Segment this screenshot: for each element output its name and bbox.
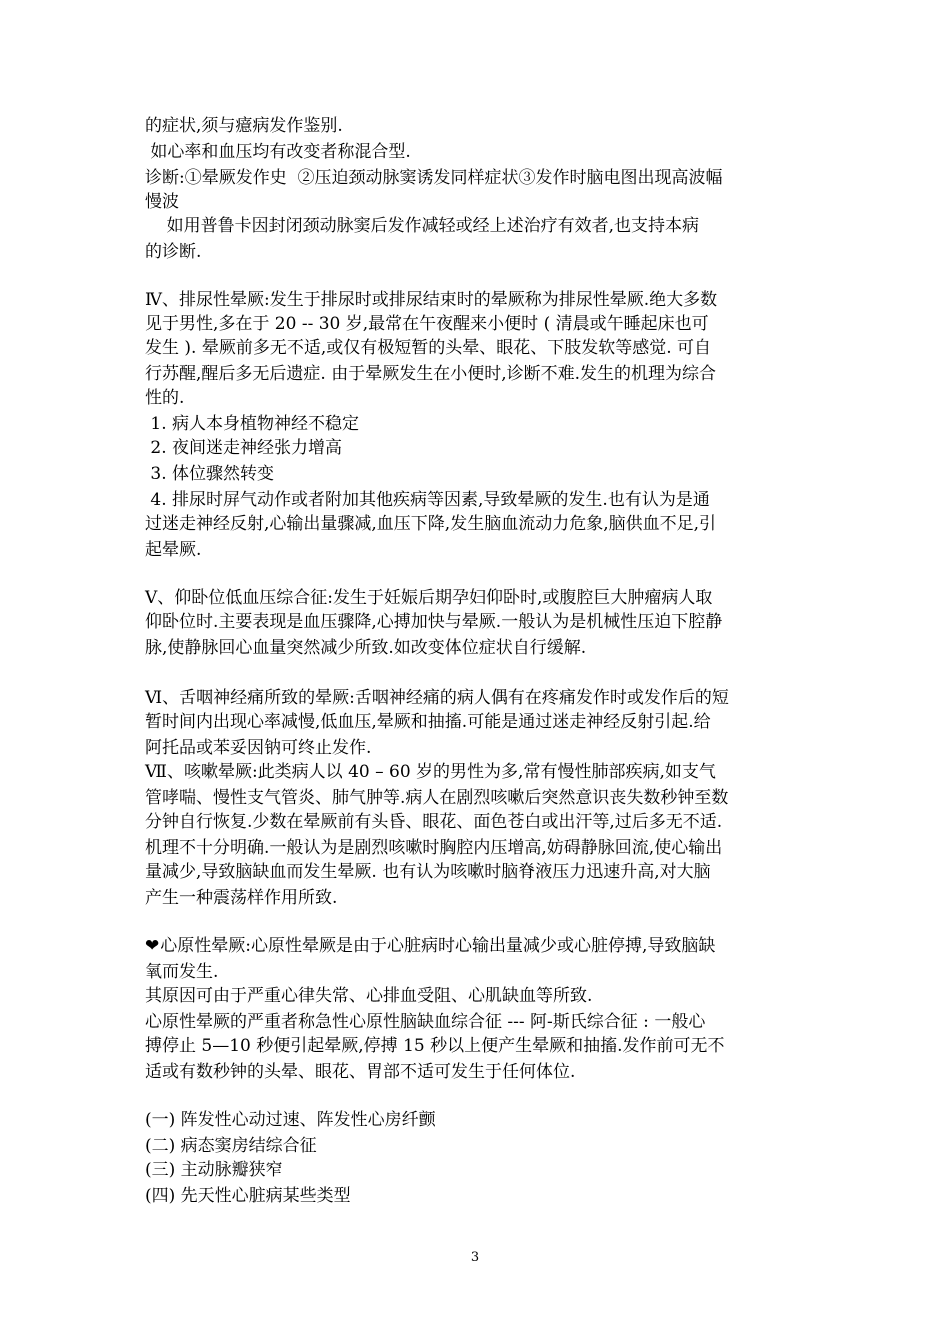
text-line: 量减少,导致脑缺血而发生晕厥. 也有认为咳嗽时脑脊液压力迅速升高,对大脑 [145, 862, 711, 882]
section-text: 心原性晕厥:心原性晕厥是由于心脏病时心输出量减少或心脏停搏,导致脑缺 [160, 936, 716, 956]
list-item: (四) 先天性心脏病某些类型 [145, 1186, 351, 1206]
text-line: 阿托品或苯妥因钠可终止发作. [145, 738, 372, 758]
text-line: 仰卧位时.主要表现是血压骤降,心搏加快与晕厥.一般认为是机械性压迫下腔静 [145, 612, 723, 632]
text-line: 过迷走神经反射,心输出量骤减,血压下降,发生脑血流动力危象,脑供血不足,引 [145, 514, 717, 534]
text-line: 产生一种震荡样作用所致. [145, 888, 338, 908]
text-line: 其原因可由于严重心律失常、心排血受阻、心肌缺血等所致. [145, 986, 593, 1006]
text-line: Ⅴ、仰卧位低血压综合征:发生于妊娠后期孕妇仰卧时,或腹腔巨大肿瘤病人取 [145, 588, 713, 608]
list-item: 1. 病人本身植物神经不稳定 [145, 414, 360, 434]
text-line: Ⅶ、咳嗽晕厥:此类病人以 40 – 60 岁的男性为多,常有慢性肺部疾病,如支气 [145, 762, 716, 782]
list-item: (三) 主动脉瓣狭窄 [145, 1160, 283, 1180]
list-item: (一) 阵发性心动过速、阵发性心房纤颤 [145, 1110, 436, 1130]
text-line: 发生 ). 晕厥前多无不适,或仅有极短暂的头晕、眼花、下肢发软等感觉. 可自 [145, 338, 712, 358]
list-item: 4. 排尿时屏气动作或者附加其他疾病等因素,导致晕厥的发生.也有认为是通 [145, 490, 710, 510]
text-line: 心原性晕厥的严重者称急性心原性脑缺血综合征 --- 阿-斯氏综合征 : 一般心 [145, 1012, 706, 1032]
text-line: 脉,使静脉回心血量突然减少所致.如改变体位症状自行缓解. [145, 638, 587, 658]
list-item: (二) 病态窦房结综合征 [145, 1136, 317, 1156]
text-line: 暂时间内出现心率减慢,低血压,晕厥和抽搐.可能是通过迷走神经反射引起.给 [145, 712, 711, 732]
text-line: 慢波 [145, 192, 179, 212]
list-item: 2. 夜间迷走神经张力增高 [145, 438, 343, 458]
text-line: 的症状,须与癔病发作鉴别. [145, 116, 343, 136]
text-line: 性的. [145, 388, 185, 408]
text-line: 氧而发生. [145, 962, 219, 982]
text-line: 起晕厥. [145, 540, 202, 560]
page-number: 3 [470, 1250, 480, 1265]
text-line: 行苏醒,醒后多无后遗症. 由于晕厥发生在小便时,诊断不难.发生的机理为综合 [145, 364, 717, 384]
heart-icon: ❤ [145, 936, 160, 956]
text-line: Ⅳ、排尿性晕厥:发生于排尿时或排尿结束时的晕厥称为排尿性晕厥.绝大多数 [145, 290, 718, 310]
text-line: 机理不十分明确.一般认为是剧烈咳嗽时胸腔内压增高,妨碍静脉回流,使心输出 [145, 838, 723, 858]
text-line: 管哮喘、慢性支气管炎、肺气肿等.病人在剧烈咳嗽后突然意识丧失数秒钟至数 [145, 788, 729, 808]
list-item: 3. 体位骤然转变 [145, 464, 275, 484]
text-line: 的诊断. [145, 242, 202, 262]
text-line [145, 934, 715, 958]
text-line: 见于男性,多在于 20 -- 30 岁,最常在午夜醒来小便时 ( 清晨或午睡起床也可 [145, 314, 709, 334]
text-line: 诊断:①晕厥发作史 ②压迫颈动脉窦诱发同样症状③发作时脑电图出现高波幅 [145, 168, 723, 188]
text-line: 搏停止 5—10 秒便引起晕厥,停搏 15 秒以上便产生晕厥和抽搐.发作前可无不 [145, 1036, 725, 1056]
text-line: Ⅵ、舌咽神经痛所致的晕厥:舌咽神经痛的病人偶有在疼痛发作时或发作后的短 [145, 688, 729, 708]
text-line: 分钟自行恢复.少数在晕厥前有头昏、眼花、面色苍白或出汗等,过后多无不适. [145, 812, 723, 832]
text-line: 如用普鲁卡因封闭颈动脉窦后发作减轻或经上述治疗有效者,也支持本病 [145, 216, 700, 236]
text-line: 如心率和血压均有改变者称混合型. [145, 142, 411, 162]
text-line: 适或有数秒钟的头晕、眼花、胃部不适可发生于任何体位. [145, 1062, 576, 1082]
